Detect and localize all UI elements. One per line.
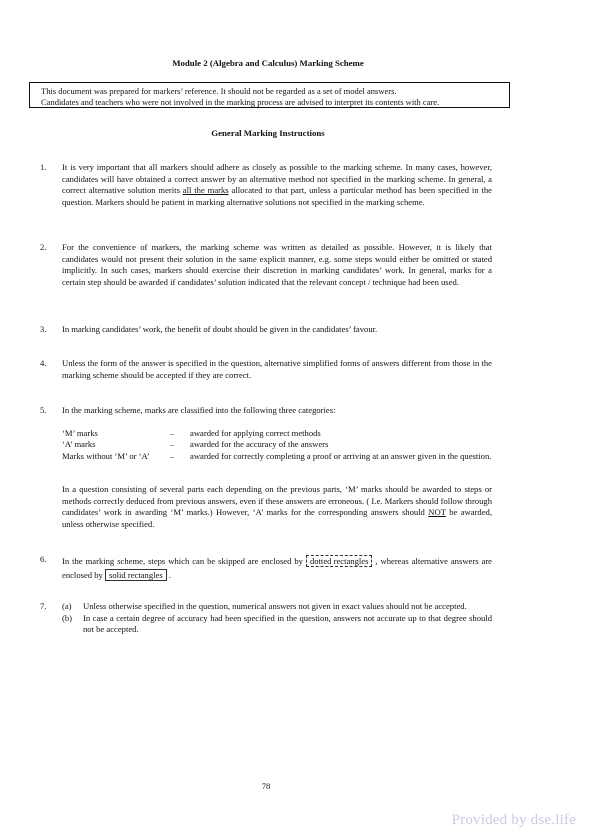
category-row <box>62 428 492 440</box>
text-part: In a question consisting of several parts each depending on the previous parts, ‘M’ marks should be awarded to steps or methods correctly deduced from previous answers, even if these answers are erroneous. ( I.e. Markers should follow through candidates’ work in awarding ‘M’ marks.) However, ‘A’ marks for the corresponding answers should <box>62 483 492 518</box>
text-part: It is very important that all markers should adhere as closely as possible to the marking scheme. In many cases, however, candidates will have obtained a correct answer by an alternative method not specified in the marking scheme. In general, a correct alternative solution merits <box>62 162 492 196</box>
category-dash: – <box>170 450 175 461</box>
category-label: ‘M’ marks <box>62 427 98 438</box>
notice-box <box>29 82 510 108</box>
solid-rectangle-sample: solid rectangles <box>105 569 167 581</box>
watermark: Provided by dse.life <box>451 812 576 828</box>
instruction-number: 7. <box>40 601 47 611</box>
section-heading: General Marking Instructions <box>211 128 325 138</box>
text-part: Unless the form of the answer is specified in the question, alternative simplified forms of answers different from those in the marking scheme should be accepted if they are correct. <box>62 358 492 380</box>
category-row <box>62 439 492 451</box>
instruction-text <box>62 358 492 381</box>
sub-item-label: (a) <box>62 601 72 611</box>
text-part: be awarded, unless otherwise specified. <box>62 507 492 529</box>
underlined-text: all the marks <box>182 185 229 196</box>
text-part: In marking candidates’ work, the benefit of doubt should be given in the candidates’ favour. <box>62 324 378 334</box>
category-description: awarded for applying correct methods <box>190 427 321 438</box>
instruction-text <box>62 324 492 336</box>
instruction-text <box>62 242 492 288</box>
text-part: For the convenience of markers, the marking scheme was written as detailed as possible. However, it is likely that candidates would not present their solution in the same explicit manner, e.g. some steps would either be omitted or stated implicitly. In such cases, markers should exercise their discretion in marking candidates’ work. In general, marks for a certain step should be awarded if candidates’ solution indicated that the relevant concept / technique had been used. <box>62 242 492 287</box>
category-dash: – <box>170 439 175 450</box>
instruction-text <box>62 162 492 208</box>
page-number: 78 <box>261 781 271 791</box>
instruction-number: 1. <box>40 162 47 172</box>
page-title: Module 2 (Algebra and Calculus) Marking Scheme <box>172 58 364 68</box>
category-description: awarded for correctly completing a proof or arriving at an answer given in the question. <box>190 450 492 461</box>
notice-line-2: Candidates and teachers who were not involved in the marking process are advised to interpret its contents with care. <box>41 97 440 107</box>
sub-item-b <box>62 613 492 636</box>
instruction-number: 5. <box>40 405 47 415</box>
text-part: , whereas alternative answers are enclosed by <box>62 556 492 580</box>
category-description: awarded for the accuracy of the answers <box>190 439 329 450</box>
category-label: ‘A’ marks <box>62 439 96 450</box>
text-part: . <box>166 570 171 580</box>
text-part: In the marking scheme, marks are classified into the following three categories: <box>62 405 336 415</box>
instruction-number: 4. <box>40 358 47 368</box>
sub-item-a <box>62 601 492 613</box>
text-part: allocated to that part, unless a particular method has been specified in the question. Markers should be patient in marking alternative solutions not specified in the marking scheme. <box>62 185 492 207</box>
text-part: In the marking scheme, steps which can be skipped are enclosed by <box>62 556 306 566</box>
category-dash: – <box>170 427 175 438</box>
sub-item-label: (b) <box>62 612 73 623</box>
instruction-text <box>62 554 492 582</box>
sub-item-text: In case a certain degree of accuracy had been specified in the question, answers not accurate up to that degree should not be accepted. <box>83 612 492 635</box>
instruction-text <box>62 601 492 636</box>
category-label: Marks without ‘M’ or ‘A’ <box>62 450 150 461</box>
instruction-number: 6. <box>40 554 47 564</box>
dotted-rectangle-sample: dotted rectangles <box>306 555 372 567</box>
notice-line-1: This document was prepared for markers’ reference. It should not be regarded as a set of model answers. <box>41 86 397 96</box>
underlined-text: NOT <box>428 507 446 518</box>
instruction-number: 2. <box>40 242 47 252</box>
category-row <box>62 451 492 474</box>
instruction-number: 3. <box>40 324 47 334</box>
sub-item-text: Unless otherwise specified in the question, numerical answers not given in exact values should not be accepted. <box>83 601 467 611</box>
instruction-text <box>62 405 492 530</box>
